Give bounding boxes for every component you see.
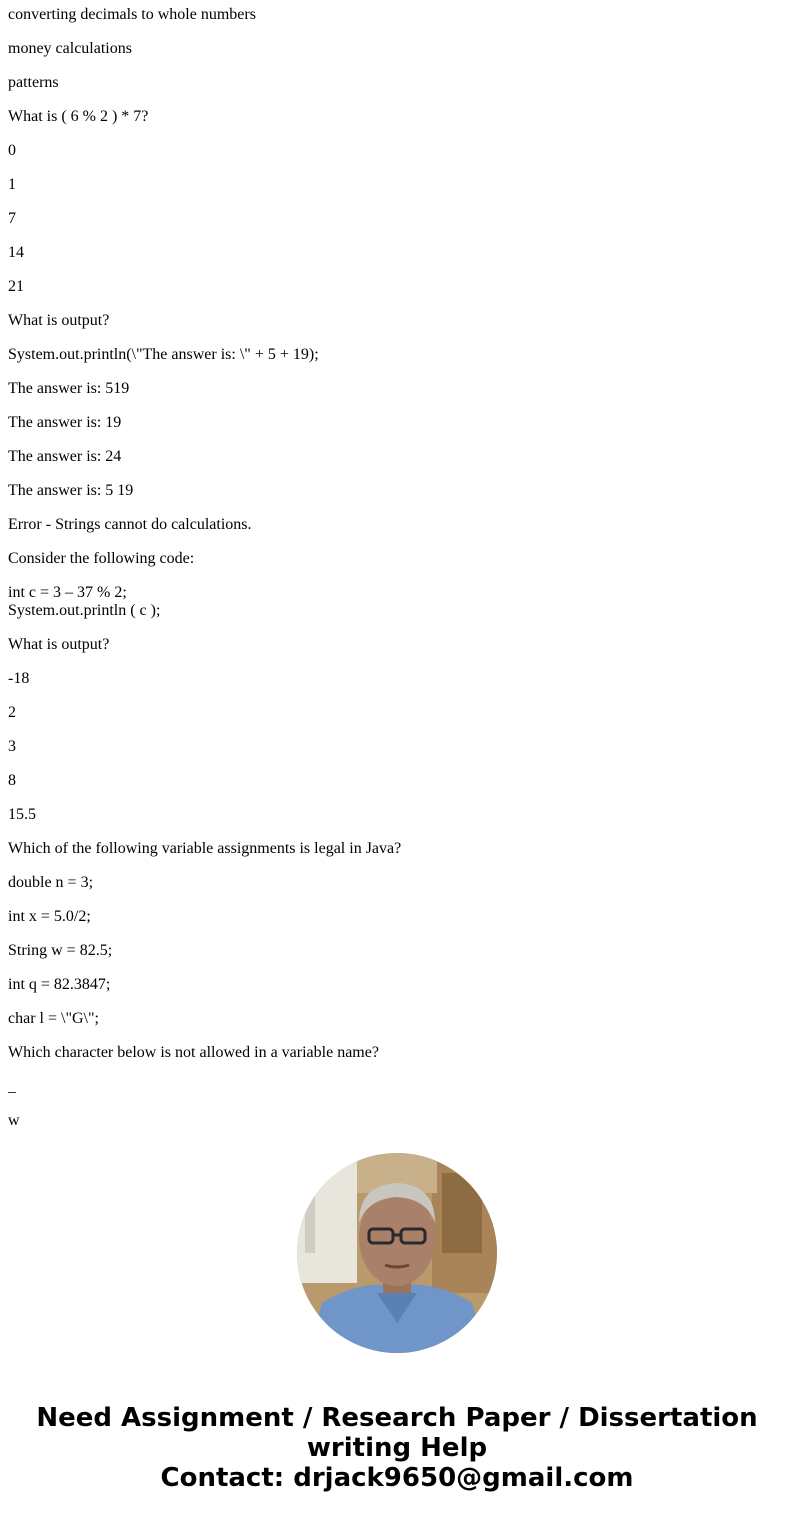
code-block: int c = 3 – 37 % 2; System.out.println ( c ); [8,584,161,619]
question-text: Consider the following code: [8,550,195,567]
answer-option: 15.5 [8,806,36,823]
avatar [297,1153,497,1353]
question-text: What is output? [8,636,110,653]
answer-option: The answer is: 5 19 [8,482,134,499]
answer-option: char l = \"G\"; [8,1010,99,1027]
promo-line: writing Help [306,1433,488,1463]
answer-option: int x = 5.0/2; [8,908,91,925]
answer-option: 1 [8,176,16,193]
answer-option: double n = 3; [8,874,94,891]
answer-option: String w = 82.5; [8,942,113,959]
text-line: converting decimals to whole numbers [8,6,256,23]
portrait-photo [297,1153,497,1353]
answer-option: The answer is: 19 [8,414,122,431]
promo-line: Need Assignment / Research Paper / Dissertation [36,1403,758,1433]
answer-option: The answer is: 519 [8,380,130,397]
question-text: What is output? [8,312,110,329]
code-line: System.out.println(\"The answer is: \" + 5 + 19); [8,346,319,363]
answer-option: -18 [8,670,30,687]
promo-message [0,1403,794,1493]
answer-option: 2 [8,704,16,721]
question-text: What is ( 6 % 2 ) * 7? [8,108,149,125]
answer-option: 0 [8,142,16,159]
contact-email: Contact: drjack9650@gmail.com [160,1463,634,1493]
text-line: patterns [8,74,59,91]
answer-option: 14 [8,244,24,261]
answer-option: int q = 82.3847; [8,976,111,993]
question-text: Which of the following variable assignments is legal in Java? [8,840,402,857]
promo-banner [0,1125,794,1523]
answer-option: The answer is: 24 [8,448,122,465]
answer-option: _ [8,1078,16,1095]
answer-option: 3 [8,738,16,755]
answer-option: Error - Strings cannot do calculations. [8,516,252,533]
text-line: money calculations [8,40,132,57]
question-text: Which character below is not allowed in a variable name? [8,1044,379,1061]
answer-option: w [8,1112,20,1125]
answer-option: 7 [8,210,16,227]
answer-option: 21 [8,278,24,295]
answer-option: 8 [8,772,16,789]
